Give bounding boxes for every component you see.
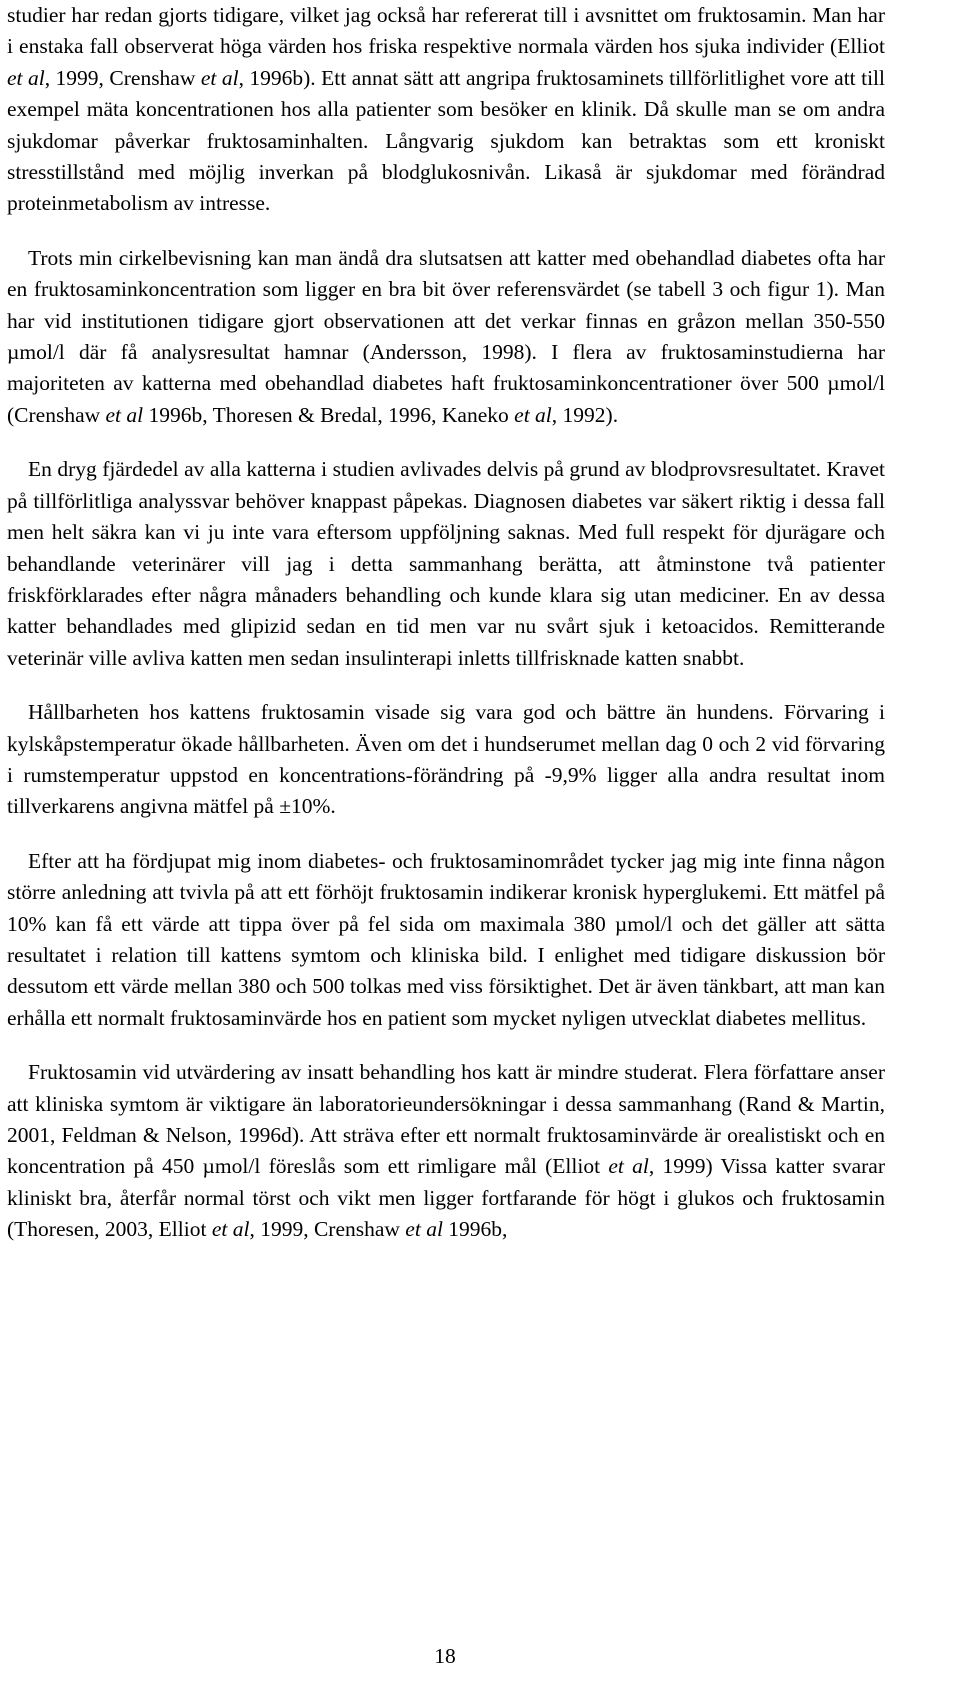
paragraph-2 bbox=[7, 243, 885, 431]
paragraph-6 bbox=[7, 1057, 885, 1245]
paragraph-1 bbox=[7, 0, 885, 220]
paragraph-6-segment-5: , 1999, Crenshaw bbox=[249, 1217, 406, 1242]
paragraph-2-segment-5: , 1992). bbox=[551, 402, 619, 427]
paragraph-1-segment-1: studier har redan gjorts tidigare, vilket jag också har refererat till i avsnittet om fruktosamin. Man har i enstaka fall observerat höga värden hos friska respektive normala värden hos sjuka individer (Elliot bbox=[7, 3, 885, 59]
paragraph-gap bbox=[7, 431, 885, 454]
paragraph-3 bbox=[7, 454, 885, 674]
paragraph-3-segment-1: En dryg fjärdedel av alla katterna i studien avlivades delvis på grund av blodprovsresultatet. Kravet på tillförlitliga analyssvar behöver knappast påpekas. Diagnosen diabetes var säkert riktig i dessa fall men helt säkra kan vi ju inte vara eftersom uppföljning saknas. Med full respekt för djurägare och behandlande veterinärer vill jag i detta sammanhang berätta, att åtminstone två patienter friskförklarades efter några månaders behandling och kunde klara sig utan mediciner. En av dessa katter behandlades med glipizid sedan en tid men var nu svårt sjuk i ketoacidos. Remitterande veterinär ville avliva katten men sedan insulinterapi inletts tillfrisknade katten snabbt. bbox=[7, 457, 885, 670]
paragraph-1-segment-3: , 1999, Crenshaw bbox=[44, 65, 201, 90]
paragraph-2-segment-1: Trots min cirkelbevisning kan man ändå dra slutsatsen att katter med obehandlad diabetes ofta har en fruktosaminkoncentration som ligger en bra bit över referensvärdet (se tabell 3 och figur 1). Man har vid institutionen tidigare gjort observationen att det verkar finnas en gråzon mellan 350-550 µmol/l där få analysresultat hamnar (Andersson, 1998). I flera av fruktosaminstudierna har majoriteten av katterna med obehandlad diabetes haft fruktosaminkoncentrationer över 500 µmol/l (Crenshaw bbox=[7, 245, 885, 427]
paragraph-5-segment-1: Efter att ha fördjupat mig inom diabetes- och fruktosaminområdet tycker jag mig inte finna någon större anledning att tvivla på att ett förhöjt fruktosamin indikerar kronisk hyperglukemi. Ett mätfel på 10% kan få ett värde att tippa över på fel sida om maximala 380 µmol/l och det gäller att sätta resultatet i relation till kattens symtom och kliniska bild. I enlighet med tidigare diskussion bör dessutom ett värde mellan 380 och 500 tolkas med viss försiktighet. Det är även tänkbart, att man kan erhålla ett normalt fruktosaminvärde hos en patient som mycket nyligen utvecklat diabetes mellitus. bbox=[7, 848, 885, 1030]
paragraph-gap bbox=[7, 823, 885, 846]
paragraph-2-segment-4: et al bbox=[514, 402, 552, 427]
paragraph-6-segment-1: Fruktosamin vid utvärdering av insatt behandling hos katt är mindre studerat. Flera författare anser att kliniska symtom är viktigare än laboratorieundersökningar i dessa sammanhang (Rand & Martin, 2001, Feldman & Nelson, 1996d). Att sträva efter ett normalt fruktosaminvärde är orealistiskt och en koncentration på 450 µmol/l föreslås som ett rimligare mål (Elliot bbox=[7, 1060, 885, 1179]
paragraph-1-segment-5: , 1996b). Ett annat sätt att angripa fruktosaminets tillförlitlighet vore att till exempel mäta koncentrationen hos alla patienter som besöker en klinik. Då skulle man se om andra sjukdomar påverkar fruktosaminhalten. Långvarig sjukdom kan betraktas som ett kroniskt stresstillstånd med möjlig inverkan på blodglukosnivån. Likaså är sjukdomar med förändrad proteinmetabolism av intresse. bbox=[7, 65, 886, 216]
paragraph-6-segment-7: 1996b, bbox=[442, 1217, 508, 1242]
paragraph-6-segment-3: , 1999) Vissa katter svarar kliniskt bra, återfår normal törst och vikt men ligger fortfarande för högt i glukos och fruktosamin (Thoresen, 2003, Elliot bbox=[7, 1154, 885, 1242]
paragraph-4-segment-1: Hållbarheten hos kattens fruktosamin visade sig vara god och bättre än hundens. Förvaring i kylskåpstemperatur ökade hållbarheten. Även om det i hundserumet mellan dag 0 och 2 vid förvaring i rumstemperatur uppstod en koncentrations-förändring på -9,9% ligger alla andra resultat inom tillverkarens angivna mätfel på ±10%. bbox=[7, 700, 885, 819]
paragraph-2-segment-3: 1996b, Thoresen & Bredal, 1996, Kaneko bbox=[143, 402, 515, 427]
paragraph-1-segment-2: et al bbox=[7, 65, 45, 90]
page-number: 18 bbox=[434, 1644, 456, 1668]
paragraph-6-segment-4: et al bbox=[211, 1217, 250, 1242]
paragraph-1-segment-4: et al bbox=[200, 65, 239, 90]
paragraph-4 bbox=[7, 697, 885, 823]
paragraph-6-segment-6: et al bbox=[405, 1217, 443, 1242]
paragraph-gap bbox=[7, 1034, 885, 1057]
paragraph-gap bbox=[7, 220, 885, 243]
paragraph-6-segment-2: et al bbox=[608, 1154, 649, 1179]
document-body bbox=[7, 0, 885, 1246]
paragraph-gap bbox=[7, 674, 885, 697]
paragraph-2-segment-2: et al bbox=[105, 402, 144, 427]
paragraph-5 bbox=[7, 846, 885, 1034]
